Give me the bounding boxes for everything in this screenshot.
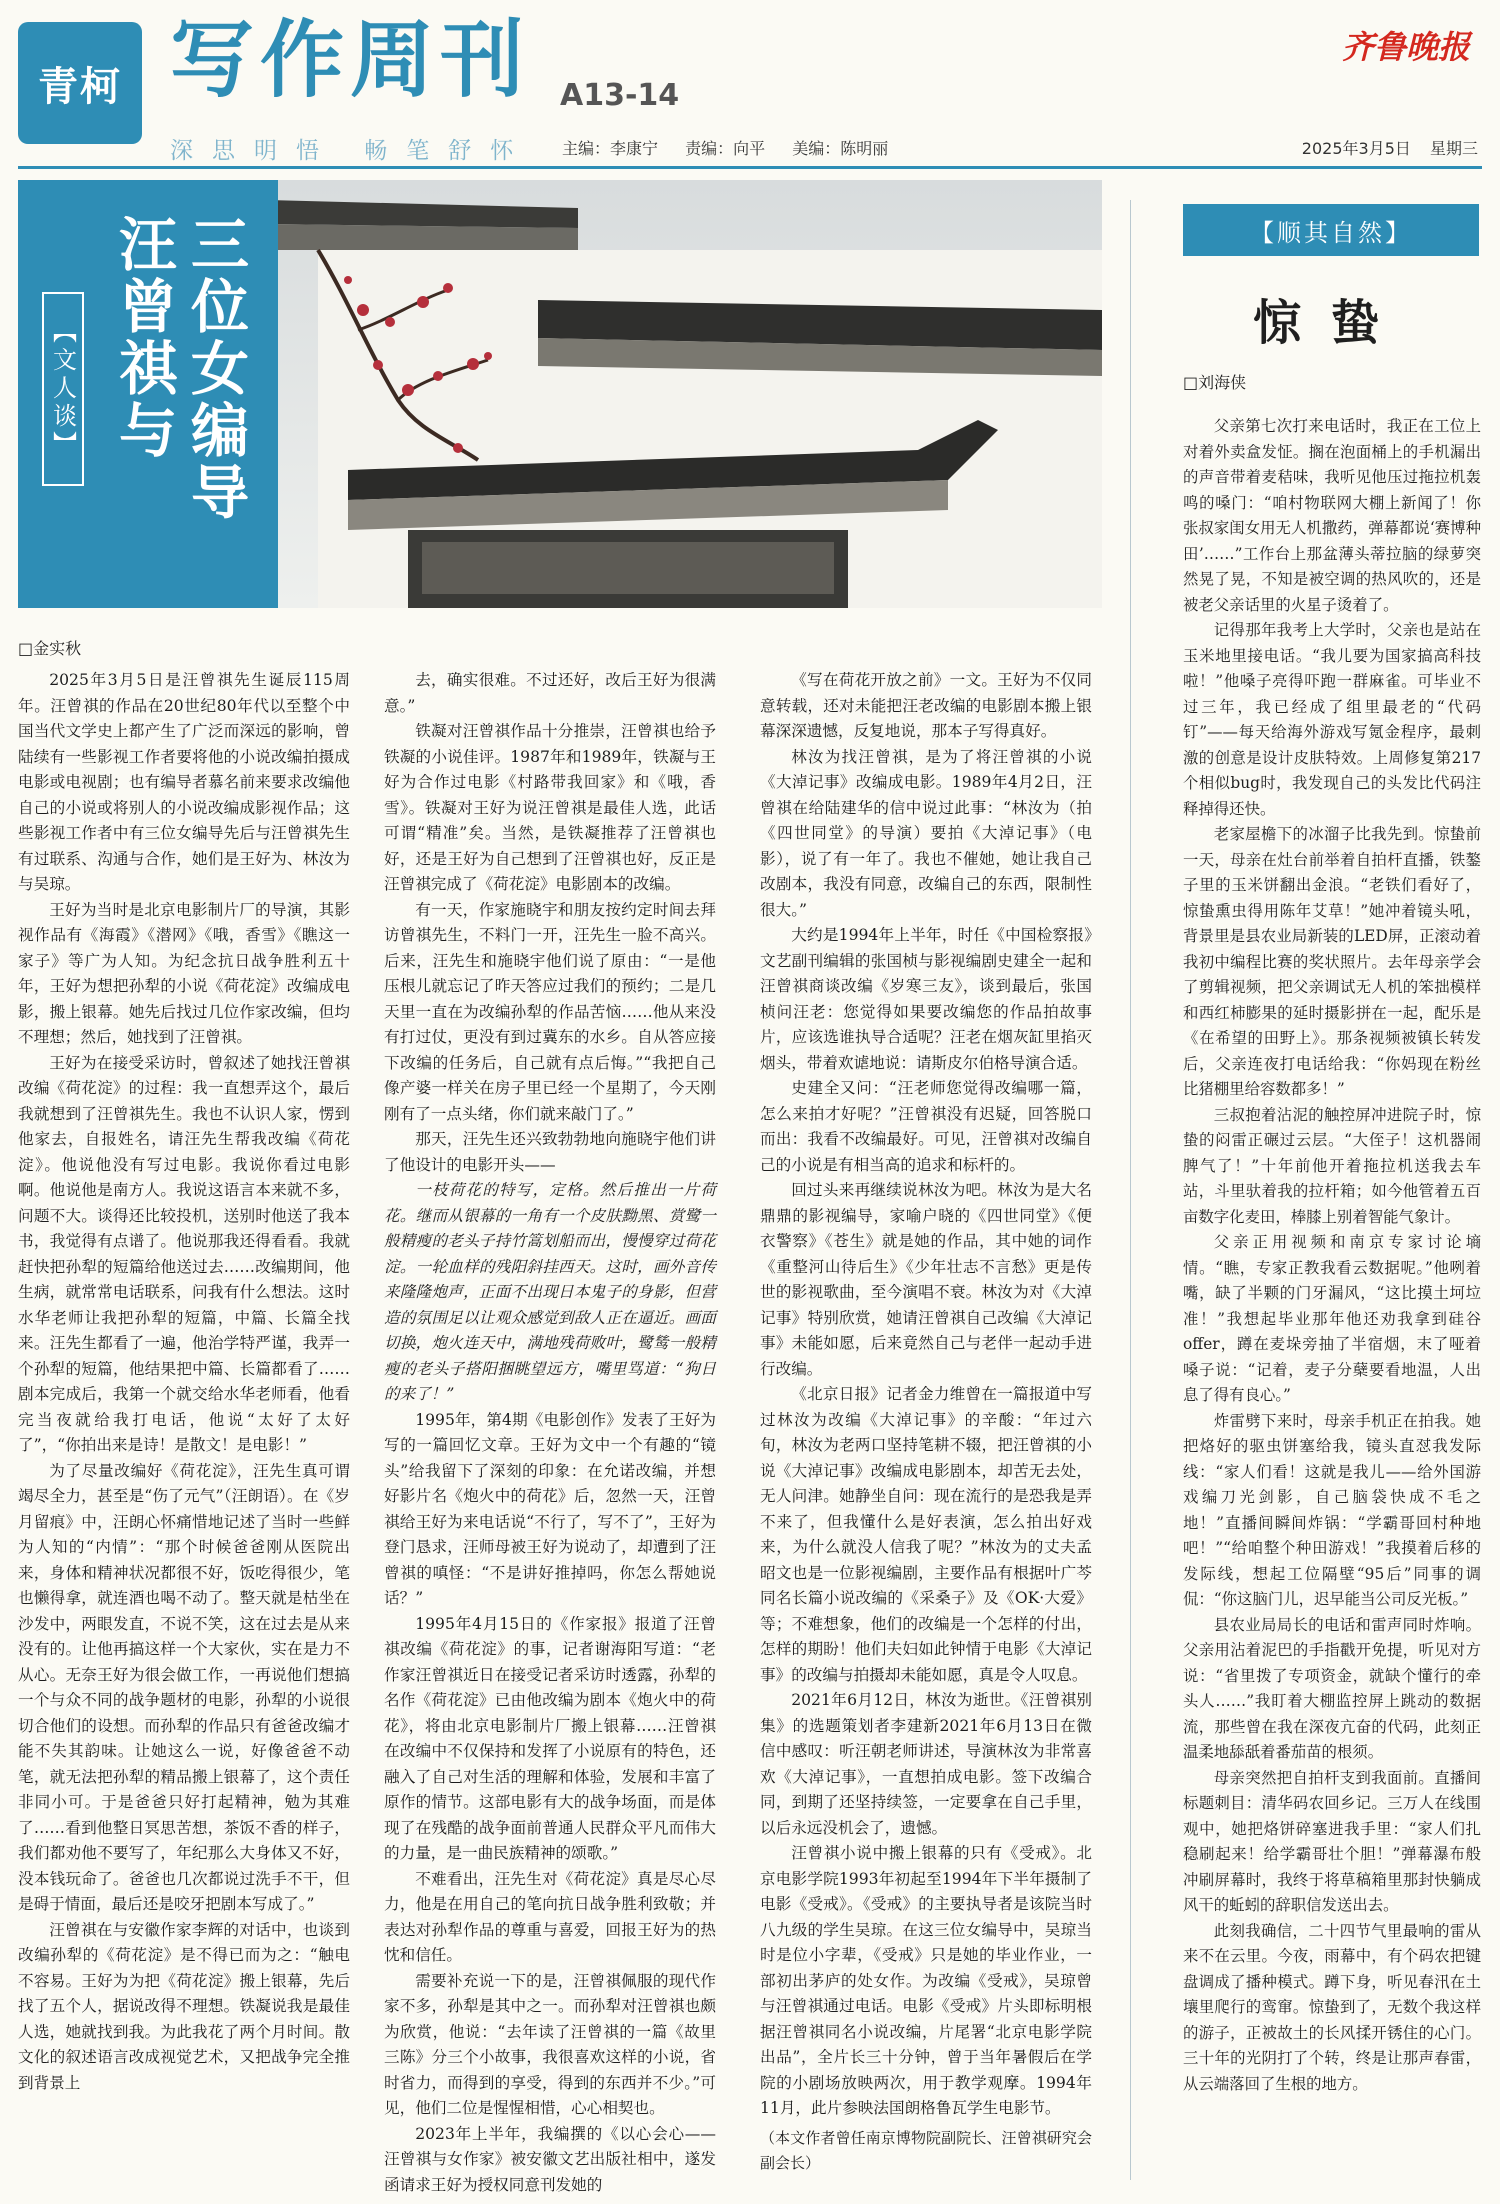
article-column-2 — [384, 668, 716, 2198]
article-byline: □金实秋 — [18, 639, 82, 658]
header-rule — [18, 166, 1482, 169]
hero-title-line1: 三位女编导 — [181, 214, 249, 524]
paragraph: 史建全又问：“汪老师您觉得改编哪一篇，怎么来拍才好呢？”汪曾祺没有迟疑，回答脱口而出：我看不改编最好。可见，汪曾祺对改编自己的小说是有相当高的追求和标杆的。 — [760, 1079, 1092, 1174]
page-number: A13-14 — [560, 78, 680, 113]
slogan: 深思明悟 畅笔舒怀 — [170, 138, 533, 164]
paragraph: 需要补充说一下的是，汪曾祺佩服的现代作家不多，孙犁是其中之一。而孙犁对汪曾祺也颇为欣赏，他说：“去年读了汪曾祺的一篇《故里三陈》分三个小故事，我很喜欢这样的小说，省时省力，而得到的享受，得到的东西并不少。”可见，他们二位是惺惺相惜，心心相契也。 — [384, 1971, 716, 2117]
logo-text: 青柯 — [38, 63, 122, 110]
paragraph: 林汝为找汪曾祺，是为了将汪曾祺的小说《大淖记事》改编成电影。1989年4月2日，汪曾祺在给陆建华的信中说过此事：“林汝为（拍《四世同堂》的导演）要拍《大淖记事》（电影），说了有一年了。我也不催她，她让我自己改剧本，我没有同意，改编自己的东西，限制性很大。” — [760, 747, 1092, 919]
paragraph: 为了尽量改编好《荷花淀》，汪先生真可谓竭尽全力，甚至是“伤了元气”（汪朗语）。在《岁月留痕》中，汪朗心怀痛惜地记述了当时一些鲜为人知的“内情”：“那个时候爸爸刚从医院出来，身体和精神状况都很不好，饭吃得很少，笔也懒得拿，就连酒也喝不动了。整天就是枯坐在沙发中，两眼发直，不说不笑，这在过去是从来没有的。让他再搞这样一个大家伙，实在是力不从心。无奈王好为很会做工作，一再说他们想搞一个与众不同的战争题材的电影，孙犁的小说很切合他们的设想。而孙犁的作品只有爸爸改编才能不失其韵味。让她这么一说，好像爸爸不动笔，就无法把孙犁的精品搬上银幕了，这个责任非同小可。于是爸爸只好打起精神，勉为其难了……看到他整日冥思苦想，茶饭不香的样子，我们都劝他不要写了，年纪那么大身体又不好，没本钱玩命了。爸爸也几次都说过洗手不干，但是碍于情面，最后还是咬牙把剧本写成了。” — [18, 1461, 350, 1913]
chief-editor: 主编：李康宁 — [562, 139, 659, 158]
paragraph: 《写在荷花开放之前》一文。王好为不仅同意转载，还对未能把汪老改编的电影剧本搬上银幕深深遗憾，反复地说，那本子写得真好。 — [760, 671, 1092, 740]
paragraph: 大约是1994年上半年，时任《中国检察报》文艺副刊编辑的张国桢与影视编剧史建全一起和汪曾祺商谈改编《岁寒三友》，谈到最后，张国桢问汪老：您觉得如果要改编您的作品拍故事片，应该选谁执导合适呢？汪老在烟灰缸里掐灭烟头，带着欢谑地说：请斯皮尔伯格导演合适。 — [760, 926, 1092, 1072]
column-logo — [18, 22, 142, 144]
article-column-1 — [18, 668, 350, 2096]
page-title: 写作周刊 — [170, 11, 531, 109]
sidebar-title: 惊蛰 — [1252, 295, 1409, 351]
paragraph: 那天，汪先生还兴致勃勃地向施晓宇他们讲了他设计的电影开头—— — [384, 1130, 716, 1174]
paragraph: 汪曾祺小说中搬上银幕的只有《受戒》。北京电影学院1993年初起至1994年下半年摄制了电影《受戒》。《受戒》的主要执导者是该院当时八九级的学生吴琼。在这三位女编导中，吴琼当时是位小字辈，《受戒》只是她的毕业作业，一部初出茅庐的处女作。为改编《受戒》，吴琼曾与汪曾祺通过电话。电影《受戒》片头即标明根据汪曾祺同名小说改编，片尾署“北京电影学院出品”，全片长三十分钟，曾于当年暑假后在学院的小剧场放映两次，用于教学观摩。1994年11月，此片参映法国朗格鲁瓦学生电影节。 — [760, 1844, 1092, 2117]
hero — [18, 180, 1102, 608]
column-label: 【文人谈】 — [42, 292, 84, 486]
paragraph: 记得那年我考上大学时，父亲也是站在玉米地里接电话。“我儿要为国家搞高科技啦！”他嗓子亮得吓跑一群麻雀。可毕业不过三年，我已经成了组里最老的“代码钉”——每天给海外游戏写氪金程序，最刺激的创意是设计皮肤特效。上周修复第217个相似bug时，我发现自己的头发比代码注释掉得还快。 — [1183, 621, 1481, 818]
paragraph: 母亲突然把自拍杆支到我面前。直播间标题刺目：清华码农回乡记。三万人在线围观中，她把烙饼碎塞进我手里：“家人们扎稳刷起来！给学霸哥壮个胆！”弹幕瀑布般冲刷屏幕时，我终于将草稿箱里那封快躺成风干的蚯蚓的辞职信发送出去。 — [1183, 1768, 1481, 1914]
paragraph: 炸雷劈下来时，母亲手机正在拍我。她把烙好的驱虫饼塞给我，镜头直怼我发际线：“家人们看！这就是我儿——给外国游戏编刀光剑影，自己脑袋快成不毛之地！”直播间瞬间炸锅：“学霸哥回村种地吧！”“给咱整个种田游戏！”我摸着后移的发际线，想起工位隔壁“95后”同事的调侃：“你这脑门儿，迟早能当公司反光板。” — [1183, 1411, 1481, 1608]
paragraph: 回过头来再继续说林汝为吧。林汝为是大名鼎鼎的影视编导，家喻户晓的《四世同堂》《便衣警察》《苍生》就是她的作品，其中她的词作《重整河山待后生》《少年壮志不言愁》更是传世的影视歌曲，至今演唱不衰。林汝为对《大淖记事》特别欣赏，她请汪曾祺自己改编《大淖记事》未能如愿，后来竟然自己与老伴一起动手进行改编。 — [760, 1181, 1092, 1378]
paragraph: 汪曾祺在与安徽作家李辉的对话中，也谈到改编孙犁的《荷花淀》是不得已而为之：“触电不容易。王好为为把《荷花淀》搬上银幕，先后找了五个人，据说改得不理想。铁凝说我是最佳人选，她就找到我。为此我花了两个月时间。散文化的叙述语言改成视觉艺术，又把战争完全推到背景上 — [18, 1920, 350, 2092]
paragraph: 老家屋檐下的冰溜子比我先到。惊蛰前一天，母亲在灶台前举着自拍杆直播，铁鏊子里的玉米饼翻出金浪。“老铁们看好了，惊蛰熏虫得用陈年艾草！”她冲着镜头吼，背景里是县农业局新装的LED屏，正滚动着我初中编程比赛的奖状照片。去年母亲学会了剪辑视频，把父亲调试无人机的笨拙模样和西红柿膨果的延时摄影拼在一起，配乐是《在希望的田野上》。那条视频被镇长转发后，父亲连夜打电话给我：“你妈现在粉丝比猪棚里给容数都多！” — [1183, 825, 1481, 1098]
newspaper-name: 齐鲁晚报 — [1341, 28, 1470, 66]
hero-title-panel — [18, 180, 278, 608]
paragraph: 王好为当时是北京电影制片厂的导演，其影视作品有《海霞》《潜网》《哦，香雪》《瞧这一家子》等广为人知。为纪念抗日战争胜利五十年，王好为想把孙犁的小说《荷花淀》改编成电影，搬上银幕。她先后找过几位作家改编，但均不理想；然后，她找到了汪曾祺。 — [18, 900, 350, 1046]
paragraph: 不难看出，汪先生对《荷花淀》真是尽心尽力，他是在用自己的笔向抗日战争胜利致敬；并表达对孙犁作品的尊重与喜爱，回报王好为的热忱和信任。 — [384, 1869, 716, 1964]
paragraph: 三叔抱着沾泥的触控屏冲进院子时，惊蛰的闷雷正碾过云层。“大侄子！这机器闹脾气了！”十年前他开着拖拉机送我去车站，斗里驮着我的拉杆箱；如今他管着五百亩数字化麦田，棒膝上别着智能气象计。 — [1183, 1105, 1481, 1226]
paragraph: 铁凝对汪曾祺作品十分推崇，汪曾祺也给予铁凝的小说佳评。1987年和1989年，铁凝与王好为合作过电影《村路带我回家》和《哦，香雪》。铁凝对王好为说汪曾祺是最佳人选，此话可谓“精准”矣。当然，是铁凝推荐了汪曾祺也好，还是王好为自己想到了汪曾祺也好，反正是汪曾祺完成了《荷花淀》电影剧本的改编。 — [384, 722, 716, 893]
hero-title-line2: 汪曾祺与 — [109, 214, 177, 462]
paragraph: 县农业局局长的电话和雷声同时炸响。父亲用沾着泥巴的手指戳开免提，听见对方说：“省里拨了专项资金，就缺个懂行的牵头人……”我盯着大棚监控屏上跳动的数据流，那些曾在我在深夜亢奋的代码，此刻正温柔地舔舐着番茄苗的根须。 — [1183, 1615, 1481, 1761]
paragraph: 1995年4月15日的《作家报》报道了汪曾祺改编《荷花淀》的事，记者谢海阳写道：“老作家汪曾祺近日在接受记者采访时透露，孙犁的名作《荷花淀》已由他改编为剧本《炮火中的荷花》，将由北京电影制片厂搬上银幕……汪曾祺在改编中不仅保持和发挥了小说原有的特色，还融入了自己对生活的理解和体验，发展和丰富了原作的情节。这部电影有大的战争场面，而是体现了在残酷的战争面前普通人民群众平凡而伟大的力量，是一曲民族精神的颂歌。” — [384, 1614, 716, 1862]
issue-date — [1288, 136, 1478, 159]
film-opening-quote: 一枝荷花的特写，定格。然后推出一片荷花。继而从银幕的一角有一个皮肤黝黑、赏鹭一般精瘦的老头子持竹篙划船而出，慢慢穿过荷花淀。一轮血样的残阳斜挂西天。这时，画外音传来隆隆炮声，正面不出现日本鬼子的身影，但营造的氛围足以让观众感觉到敌人正在逼近。画面切换，炮火连天中，满地残荷败叶，鹭鸶一般精瘦的老头子搭阳捆眺望远方，嘴里骂道：“狗日的来了！” — [384, 1181, 716, 1403]
paragraph: 《北京日报》记者金力维曾在一篇报道中写过林汝为改编《大淖记事》的辛酸：“年过六旬，林汝为老两口坚持笔耕不辍，把汪曾祺的小说《大淖记事》改编成电影剧本，却苦无去处，无人问津。她静坐自问：现在流行的是恐我是弄不来了，但我懂什么是好表演，怎么拍出好戏来，为什么就没人信我了呢？”林汝为的丈夫孟昭文也是一位影视编剧，主要作品有根据叶广芩同名长篇小说改编的《采桑子》及《OK·大爱》等；不难想象，他们的改编是一个怎样的付出，怎样的期盼！他们夫妇如此钟情于电影《大淖记事》的改编与拍摄却未能如愿，真是令人叹息。 — [760, 1385, 1092, 1684]
editor-credits — [562, 136, 910, 159]
art-editor: 美编：陈明丽 — [792, 139, 889, 158]
paragraph: 去，确实很难。不过还好，改后王好为很满意。” — [384, 671, 716, 715]
paragraph: 王好为在接受采访时，曾叙述了她找汪曾祺改编《荷花淀》的过程：我一直想弄这个，最后我就想到了汪曾祺先生。我也不认识人家，愣到他家去，自报姓名，请汪先生帮我改编《荷花淀》。他说他没有写过电影。我说你看过电影啊。他说他是南方人。我说这语言本来就不多，问题不大。谈得还比较投机，送别时他送了我本书，我觉得有点谱了。他说那我还得看看。我就赶快把孙犁的短篇给他送过去……改编期间，他生病，就常常电话联系，问我有什么想法。这时水华老师让我把孙犁的短篇，中篇、长篇全找来。汪先生都看了一遍，他治学特严谨，我弄一个孙犁的短篇，他结果把中篇、长篇都看了……剧本完成后，我第一个就交给水华老师看，他看完当夜就给我打电话，他说“太好了太好了”，“你拍出来是诗！是散文！是电影！” — [18, 1053, 350, 1454]
paragraph: 父亲第七次打来电话时，我正在工位上对着外卖盒发怔。搁在泡面桶上的手机漏出的声音带着麦秸味，我听见他压过拖拉机轰鸣的嗓门：“咱村物联网大棚上新闻了！你张叔家闺女用无人机撒药，弹幕都说‘赛博种田’……”工作台上那盆薄头蒂拉脑的绿萝突然晃了晃，不知是被空调的热风吹的，还是被老父亲话里的火星子烫着了。 — [1183, 417, 1481, 614]
sidebar-body — [1183, 414, 1481, 2097]
paragraph: 2023年上半年，我编撰的《以心会心——汪曾祺与女作家》被安徽文艺出版社相中，遂发函请求王好为授权同意刊发她的 — [384, 2124, 716, 2194]
article-column-3 — [760, 668, 1092, 2177]
paragraph: 此刻我确信，二十四节气里最响的雷从来不在云里。今夜，雨幕中，有个码农把键盘调成了播种模式。蹲下身，听见春汛在土壤里爬行的鸾窜。惊蛰到了，无数个我这样的游子，正被故土的长风揉开锈住的心门。三十年的光阴打了个转，终是让那声春雷，从云端落回了生根的地方。 — [1183, 1921, 1481, 2093]
sidebar-byline: □刘海侠 — [1183, 373, 1247, 392]
author-note: （本文作者曾任南京博物院副院长、汪曾祺研究会副会长） — [760, 2128, 1092, 2172]
duty-editor: 责编：向平 — [685, 139, 766, 158]
paragraph: 有一天，作家施晓宇和朋友按约定时间去拜访曾祺先生，不料门一开，汪先生一脸不高兴。后来，汪先生和施晓宇他们说了原由：“一是他压根儿就忘记了昨天答应过我们的预约；二是几天里一直在为改编孙犁的作品苦恼……他从来没有打过仗，更没有到过冀东的水乡。自从答应接下改编的任务后，自己就有点后悔。”“我把自己像产婆一样关在房子里已经一个星期了，今天刚刚有了一点头绪，你们就来敲门了。” — [384, 900, 716, 1123]
date: 2025年3月5日 — [1301, 139, 1411, 158]
paragraph: 2025年3月5日是汪曾祺先生诞辰115周年。汪曾祺的作品在20世纪80年代以至整个中国当代文学史上都产生了广泛而深远的影响，曾陆续有一些影视工作者要将他的小说改编拍摄成电影或电视剧；也有编导者慕名前来要求改编他自己的小说或将别人的小说改编成影视作品；这些影视工作者中有三位女编导先后与汪曾祺先生有过联系、沟通与合作，她们是王好为、林汝为与吴琼。 — [18, 671, 350, 893]
paragraph: 1995年，第4期《电影创作》发表了王好为写的一篇回忆文章。王好为文中一个有趣的“镜头”给我留下了深刻的印象：在允诺改编，并想好影片名《炮火中的荷花》后，忽然一天，汪曾祺给王好为来电话说“不行了，写不了”，王好为登门恳求，汪师母被王好为说动了，却遭到了汪曾祺的嗔怪：“不是讲好推掉吗，你怎么帮她说话？” — [384, 1410, 716, 1607]
masthead — [0, 0, 1500, 164]
paragraph: 2021年6月12日，林汝为逝世。《汪曾祺别集》的选题策划者李建新2021年6月13日在微信中感叹：听汪朝老师讲述，导演林汝为非常喜欢《大淖记事》，一直想拍成电影。签下改编合同，到期了还坚持续签，一定要拿在自己手里，以后永远没机会了，遗憾。 — [760, 1691, 1092, 1837]
column-divider — [1130, 200, 1131, 2180]
paragraph: 父亲正用视频和南京专家讨论墒情。“瞧，专家正教我看云数据呢。”他咧着嘴，缺了半颗的门牙漏风，“这比摸土坷垃准！”我想起毕业那年他还劝我拿到硅谷offer，蹲在麦垛旁抽了半宿烟，末了哑着嗓子说：“记着，麦子分蘖要看地温，人出息了得有良心。” — [1183, 1233, 1481, 1404]
sidebar-column-tag: 【顺其自然】 — [1183, 204, 1479, 256]
weekday: 星期三 — [1429, 139, 1478, 158]
